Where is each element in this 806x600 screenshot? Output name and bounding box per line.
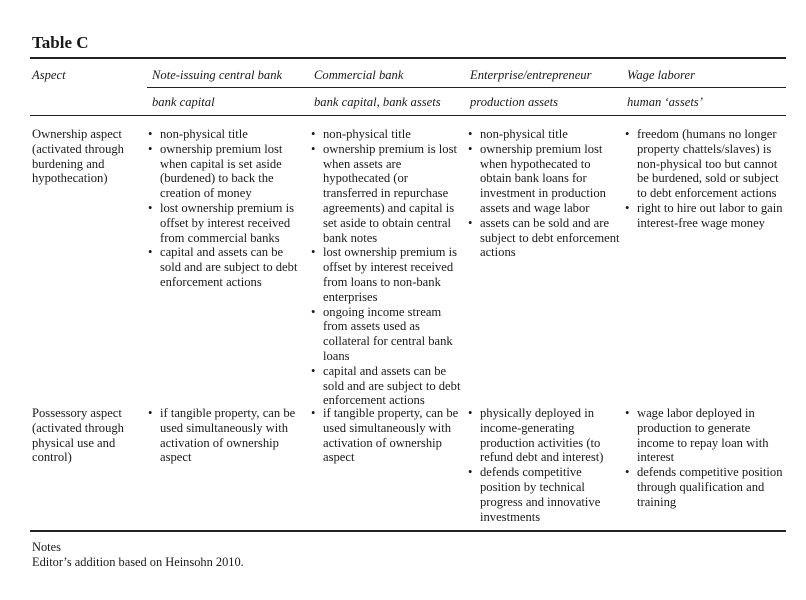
ownership-wage-laborer-list bbox=[625, 127, 785, 231]
ownership-central-bank-list bbox=[148, 127, 304, 290]
list-item: • capital and assets can be sold and are subject to debt enforcement actions bbox=[148, 245, 304, 289]
bottom-rule bbox=[30, 530, 786, 532]
list-item: • ongoing income stream from assets used as collateral for central bank loans bbox=[311, 305, 465, 364]
list-item: • non-physical title bbox=[148, 127, 304, 142]
list-item: • non-physical title bbox=[468, 127, 620, 142]
list-item: • physically deployed in income-generating production activities (to refund debt and interest) bbox=[468, 406, 620, 465]
subheader-enterprise: production assets bbox=[470, 95, 559, 109]
possessory-enterprise-list bbox=[468, 406, 620, 524]
list-item: • if tangible property, can be used simultaneously with activation of ownership aspect bbox=[311, 406, 465, 465]
list-item: • wage labor deployed in production to generate income to repay loan with interest bbox=[625, 406, 785, 465]
list-item: • right to hire out labor to gain interest-free wage money bbox=[625, 201, 785, 231]
header-aspect: Aspect bbox=[32, 68, 66, 82]
possessory-wage-laborer-list bbox=[625, 406, 785, 510]
table-title: Table C bbox=[32, 33, 89, 52]
header-divider bbox=[147, 87, 786, 88]
header-enterprise: Enterprise/entrepreneur bbox=[470, 68, 592, 82]
ownership-commercial-bank-list bbox=[311, 127, 465, 408]
list-item: • capital and assets can be sold and are subject to debt enforcement actions bbox=[311, 364, 465, 408]
possessory-central-bank-list bbox=[148, 406, 304, 465]
list-item: • freedom (humans no longer property chattels/slaves) is non-physical too but cannot be burdened, sold or subject to debt enforcement actions bbox=[625, 127, 785, 201]
header-commercial-bank: Commercial bank bbox=[314, 68, 404, 82]
top-rule bbox=[30, 57, 786, 59]
subheader-commercial-bank: bank capital, bank assets bbox=[314, 95, 441, 109]
row-label-ownership: Ownership aspect (activated through burdening and hypothecation) bbox=[32, 127, 124, 186]
header-central-bank: Note-issuing central bank bbox=[152, 68, 283, 82]
list-item: • defends competitive position through qualification and training bbox=[625, 465, 785, 509]
header-bottom-rule bbox=[30, 115, 786, 116]
row-label-possessory: Possessory aspect (activated through physical use and control) bbox=[32, 406, 124, 465]
list-item: • lost ownership premium is offset by interest received from loans to non-bank enterprises bbox=[311, 245, 465, 304]
list-item: • non-physical title bbox=[311, 127, 465, 142]
subheader-central-bank: bank capital bbox=[152, 95, 215, 109]
list-item: • lost ownership premium is offset by interest received from commercial banks bbox=[148, 201, 304, 245]
list-item: • defends competitive position by technical progress and innovative investments bbox=[468, 465, 620, 524]
subheader-wage-laborer: human ‘assets’ bbox=[627, 95, 703, 109]
notes-heading: Notes bbox=[32, 540, 61, 554]
ownership-enterprise-list bbox=[468, 127, 620, 260]
list-item: • ownership premium lost when hypothecated to obtain bank loans for investment in production assets and wage labor bbox=[468, 142, 620, 216]
list-item: • assets can be sold and are subject to debt enforcement actions bbox=[468, 216, 620, 260]
list-item: • ownership premium lost when capital is set aside (burdened) to back the creation of money bbox=[148, 142, 304, 201]
header-wage-laborer: Wage laborer bbox=[627, 68, 695, 82]
possessory-commercial-bank-list bbox=[311, 406, 465, 465]
list-item: • ownership premium is lost when assets are hypothecated (or transferred in repurchase agreements) and capital is set aside to obtain central bank notes bbox=[311, 142, 465, 246]
list-item: • if tangible property, can be used simultaneously with activation of ownership aspect bbox=[148, 406, 304, 465]
notes-text: Editor’s addition based on Heinsohn 2010. bbox=[32, 555, 244, 569]
